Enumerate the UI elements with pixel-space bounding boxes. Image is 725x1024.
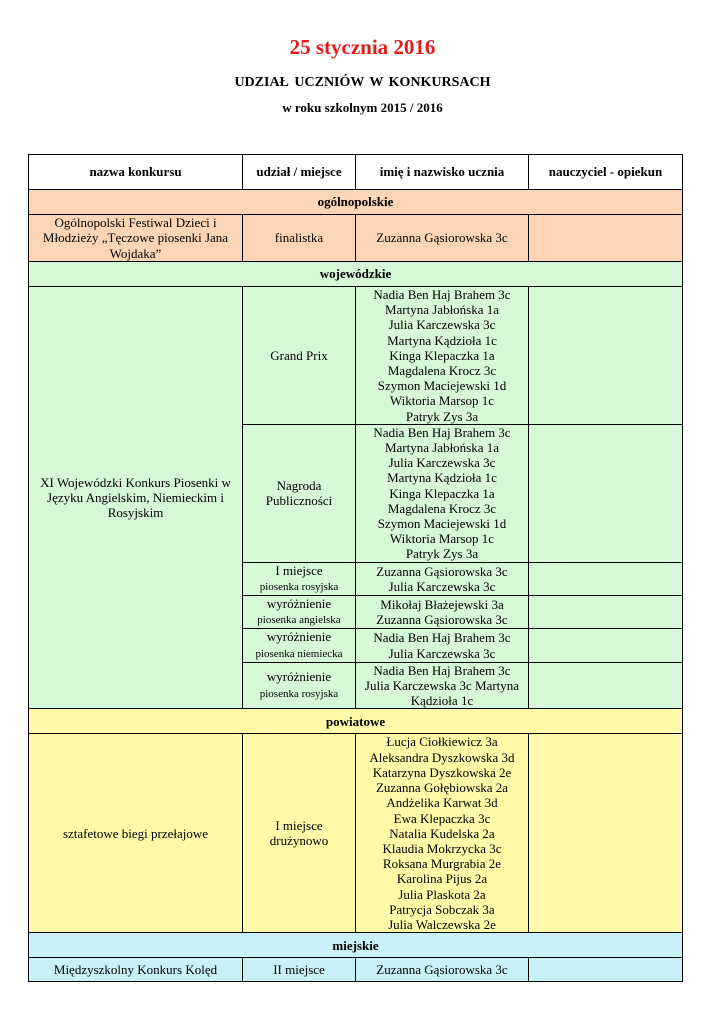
student-name: Szymon Maciejewski 1d [377, 378, 507, 394]
contest-name: XI Wojewódzki Konkurs Piosenki w Języku Angielskim, Niemieckim i Rosyjskim [29, 287, 243, 709]
section-label-voivodeship: wojewódzkie [29, 262, 683, 287]
student-name: Julia Karczewska 3c Martyna [364, 678, 520, 694]
contest-name: sztafetowe biegi przełajowe [29, 734, 243, 933]
student-name: Klaudia Mokrzycka 3c [382, 840, 502, 856]
place-label: I miejsce [275, 562, 323, 578]
student-name: Ewa Klepaczka 3c [393, 810, 491, 826]
section-label-national: ogólnopolskie [29, 190, 683, 215]
place-cell [243, 629, 356, 662]
student-name: Nadia Ben Haj Brahem 3c [373, 630, 511, 646]
student-name: Szymon Maciejewski 1d [377, 516, 507, 532]
student-name: Wiktoria Marsop 1c [389, 531, 495, 547]
student-cell: Zuzanna Gąsiorowska 3c [356, 215, 529, 262]
student-name: Julia Walczewska 2e [388, 916, 496, 932]
student-name: Martyna Kądzioła 1c [387, 332, 497, 348]
place-cell: I miejsce drużynowo [243, 734, 356, 933]
student-list [356, 662, 529, 709]
student-name: Patryk Zys 3a [405, 408, 479, 424]
student-name: Roksana Murgrabia 2e [382, 856, 502, 872]
column-header-teacher: nauczyciel - opiekun [529, 155, 683, 190]
student-name: Wiktoria Marsop 1c [389, 393, 495, 409]
student-name: Julia Karczewska 3c [388, 317, 496, 333]
teacher-cell [529, 958, 683, 982]
student-name: Natalia Kudelska 2a [389, 825, 495, 841]
student-name: Magdalena Krocz 3c [387, 500, 497, 516]
teacher-cell [529, 287, 683, 425]
student-name: Kądzioła 1c [410, 693, 474, 709]
section-label-city: miejskie [29, 933, 683, 958]
place-cell [243, 562, 356, 595]
student-name: Mikołaj Błażejewski 3a [380, 597, 504, 613]
student-name: Martyna Jabłońska 1a [384, 440, 500, 456]
place-cell: Nagroda Publiczności [243, 424, 356, 562]
student-name: Julia Karczewska 3c [388, 455, 496, 471]
document-subtitle: w roku szkolnym 2015 / 2016 [282, 100, 443, 115]
section-label-county: powiatowe [29, 709, 683, 734]
place-cell [243, 596, 356, 629]
student-name: Łucja Ciołkiewicz 3a [386, 734, 498, 750]
contest-name: Ogólnopolski Festiwal Dzieci i Młodzieży „Tęczowe piosenki Jana Wojdaka” [29, 215, 243, 262]
student-list [356, 629, 529, 662]
student-name: Martyna Kądzioła 1c [387, 470, 497, 486]
student-name: Zuzanna Gołębiowska 2a [375, 780, 509, 796]
section-row-county [29, 709, 683, 734]
student-name: Julia Plaskota 2a [398, 886, 486, 902]
student-cell: Zuzanna Gąsiorowska 3c [356, 958, 529, 982]
place-cell: II miejsce [243, 958, 356, 982]
student-name: Kinga Klepaczka 1a [389, 485, 495, 501]
place-cell: finalistka [243, 215, 356, 262]
student-name: Nadia Ben Haj Brahem 3c [373, 424, 511, 440]
table-row [29, 215, 683, 262]
student-list [356, 596, 529, 629]
teacher-cell [529, 424, 683, 562]
teacher-cell [529, 662, 683, 709]
student-name: Katarzyna Dyszkowska 2e [372, 764, 512, 780]
teacher-cell [529, 596, 683, 629]
section-row-national [29, 190, 683, 215]
table-header-row [29, 155, 683, 190]
student-name: Patryk Zys 3a [405, 546, 479, 562]
place-label: wyróżnienie [266, 669, 332, 685]
place-note: piosenka angielska [257, 614, 341, 627]
student-name: Andżelika Karwat 3d [386, 795, 498, 811]
column-header-contest: nazwa konkursu [29, 155, 243, 190]
student-name: Martyna Jabłońska 1a [384, 302, 500, 318]
student-list [356, 287, 529, 425]
document-title: UDZIAŁ UCZNIÓW W KONKURSACH [234, 75, 491, 90]
student-list [356, 424, 529, 562]
column-header-student: imię i nazwisko ucznia [356, 155, 529, 190]
place-label: wyróżnienie [266, 629, 332, 645]
place-cell: Grand Prix [243, 287, 356, 425]
teacher-cell [529, 215, 683, 262]
student-name: Nadia Ben Haj Brahem 3c [373, 662, 511, 678]
student-name: Julia Karczewska 3c [388, 578, 496, 594]
student-name: Aleksandra Dyszkowska 3d [369, 749, 515, 765]
student-name: Zuzanna Gąsiorowska 3c [376, 612, 508, 628]
table-row [29, 734, 683, 933]
place-note: piosenka rosyjska [259, 580, 339, 593]
student-list [356, 734, 529, 933]
place-cell [243, 662, 356, 709]
column-header-place: udział / miejsce [243, 155, 356, 190]
section-row-city [29, 933, 683, 958]
contest-name: Międzyszkolny Konkurs Kolęd [29, 958, 243, 982]
place-note: piosenka niemiecka [255, 647, 343, 660]
student-name: Kinga Klepaczka 1a [389, 347, 495, 363]
place-label: wyróżnienie [266, 596, 332, 612]
student-name: Nadia Ben Haj Brahem 3c [373, 287, 511, 302]
student-list [356, 562, 529, 595]
section-row-voivodeship [29, 262, 683, 287]
table-row [29, 958, 683, 982]
student-name: Magdalena Krocz 3c [387, 363, 497, 379]
place-note: piosenka rosyjska [259, 687, 339, 700]
contests-table [28, 154, 683, 982]
teacher-cell [529, 629, 683, 662]
student-name: Zuzanna Gąsiorowska 3c [376, 563, 508, 579]
document-date: 25 stycznia 2016 [289, 35, 436, 59]
teacher-cell [529, 562, 683, 595]
student-name: Julia Karczewska 3c [388, 645, 496, 661]
table-row [29, 287, 683, 425]
teacher-cell [529, 734, 683, 933]
student-name: Patrycja Sobczak 3a [389, 901, 495, 917]
student-name: Karolina Pijus 2a [396, 871, 488, 887]
